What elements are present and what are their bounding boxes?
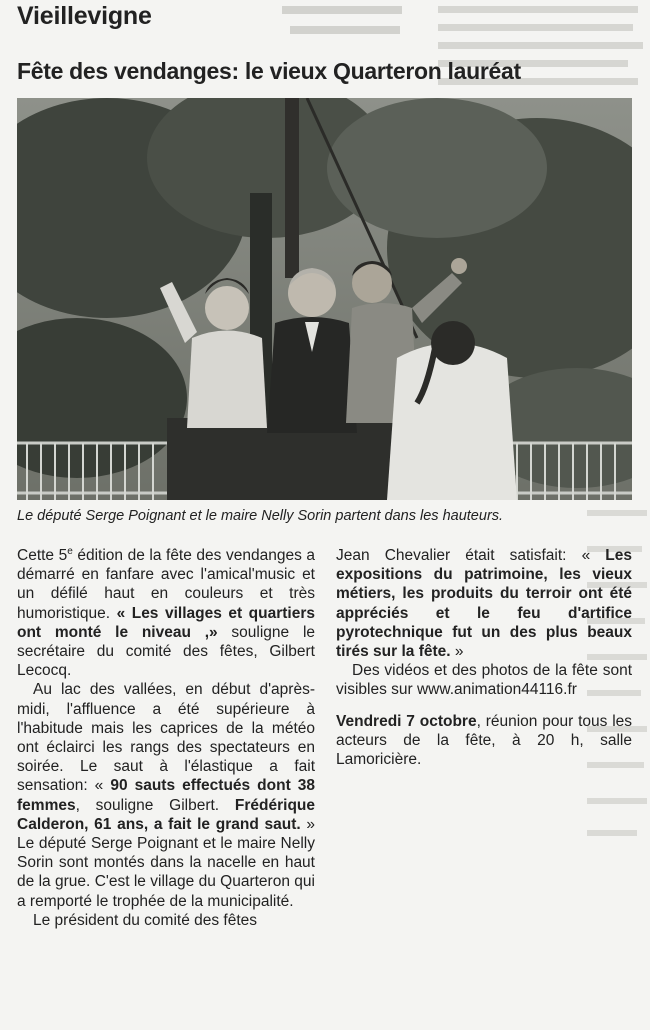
section-place: Vieillevigne	[17, 2, 152, 30]
paragraph-quote: Jean Chevalier était satisfait: « Les expositions du patrimoine, les vieux métiers, les produits du terroir ont été appréciés et le feu d'artifice pyrotechnique fut un des plus beaux tirés sur la fête. »	[336, 547, 632, 661]
paragraph-afternoon: Au lac des vallées, en début d'après-midi, l'affluence a été supérieure à l'habitude mais les caprices de la météo ont éclairci les rangs des spectateurs en soirée. Le saut à l'élastique a fait sensation: « 90 sauts effectués dont 38 femmes, souligne Gilbert. Frédérique Calderon, 61 ans, a fait le grand saut. » Le député Serge Poignant et le maire Nelly Sorin sont montés dans la nacelle en haut de la grue. C'est le village du Quarteron qui a remporté le trophée de la municipalité.	[17, 681, 315, 910]
article-column-left	[17, 546, 315, 930]
show-through-text	[270, 0, 420, 50]
article-headline: Fête des vendanges: le vieux Quarteron lauréat	[17, 58, 521, 84]
event-date: Vendredi 7 octobre	[336, 712, 477, 730]
article-photo	[17, 98, 632, 500]
paragraph-website: Des vidéos et des photos de la fête sont visibles sur www.animation44116.fr	[336, 662, 632, 699]
paragraph-event: Vendredi 7 octobre, réunion pour tous les acteurs de la fête, à 20 h, salle Lamoricière.	[336, 712, 633, 769]
paragraph-intro: Cette 5e édition de la fête des vendanges a démarré en fanfare avec l'amical'music et un défilé haut en couleurs et très humoristique. « Les villages et quartiers ont monté le niveau ,» souligne le secrétaire du comité des fêtes, Gilbert Lecocq.	[17, 545, 316, 680]
paragraph-president: Le président du comité des fêtes	[33, 911, 258, 929]
article-column-right	[336, 546, 632, 769]
photo-caption: Le député Serge Poignant et le maire Nelly Sorin partent dans les hauteurs.	[17, 508, 504, 524]
